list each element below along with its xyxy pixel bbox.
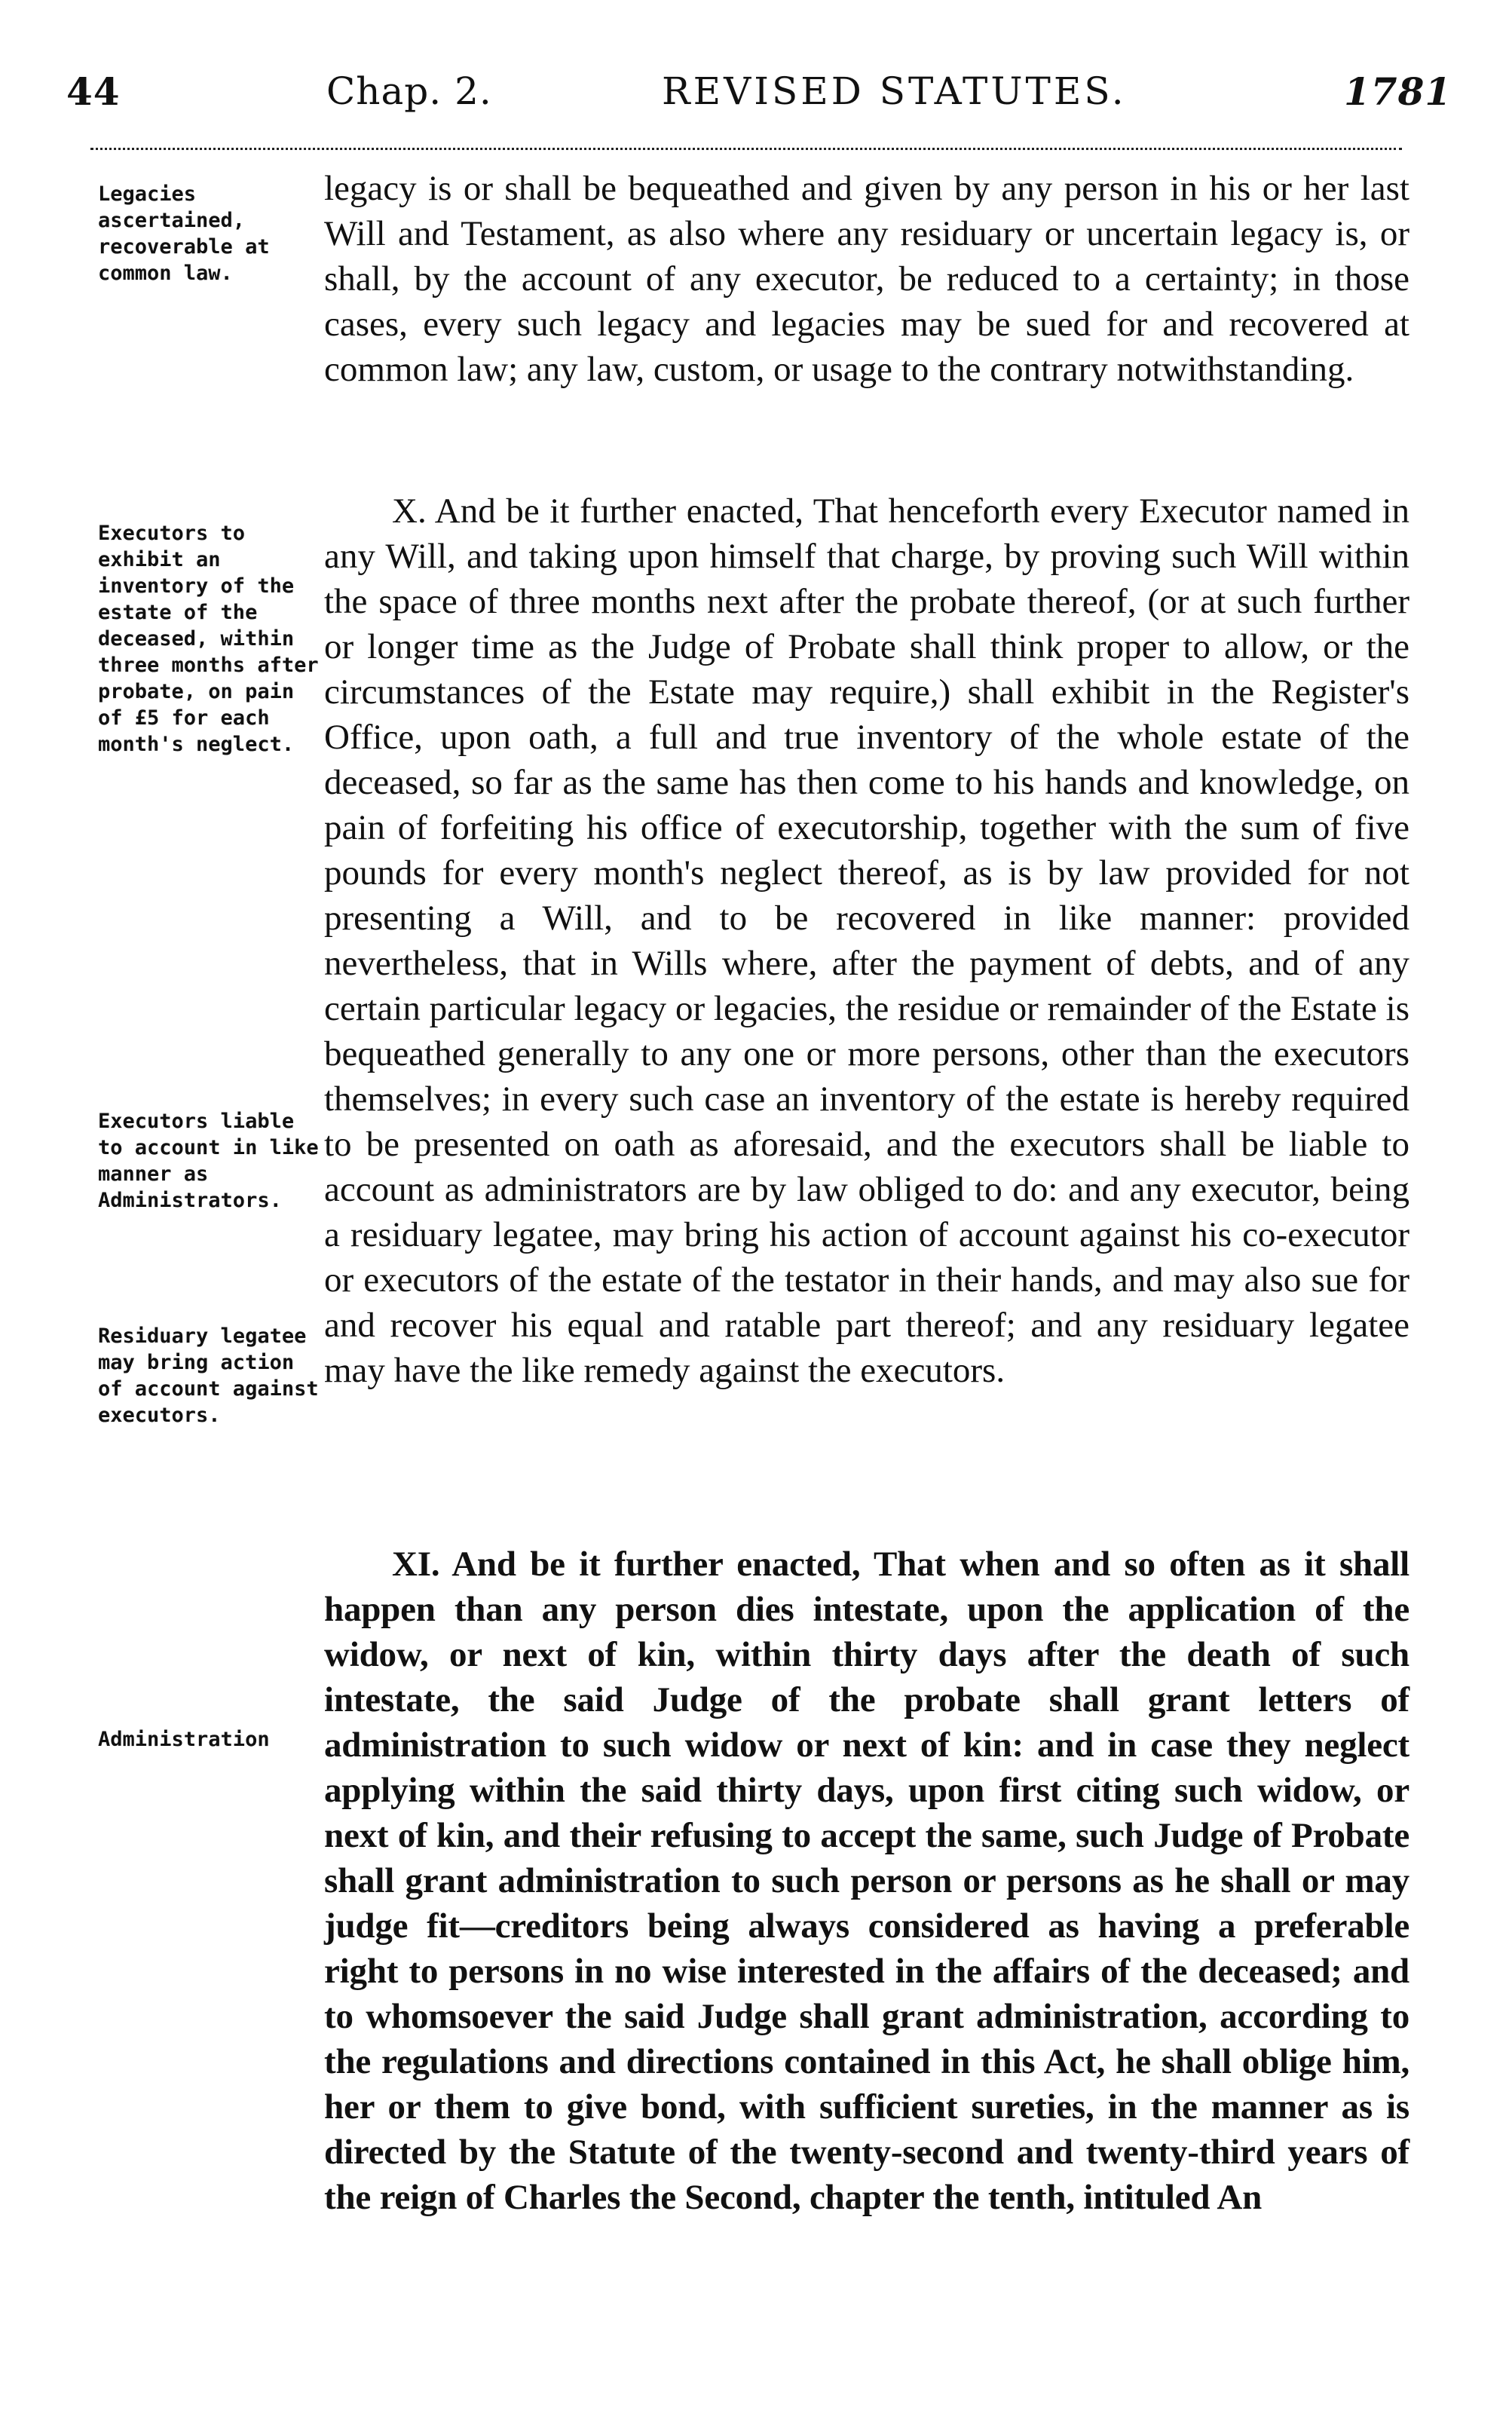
page-number: 44 bbox=[66, 69, 121, 114]
year-label: 1781 bbox=[1344, 69, 1452, 114]
margin-note-legacies: Legacies ascertained, recoverable at common law. bbox=[98, 182, 270, 285]
margin-note-residuary: Residuary legatee may bring action of account against executors. bbox=[98, 1324, 319, 1427]
paragraph-section-xi: XI. And be it further enacted, That when and so often as it shall happen than any person dies intestate, upon the application of the widow, or next of kin, within thirty days after the death of such intestate, the said Judge of the probate shall grant letters of administration to such widow or next of kin: and in case they neglect applying within the said thirty days, upon first citing such widow, or next of kin, and their refusing to accept the same, such Judge of Probate shall grant administration to such person or persons as he shall or may judge fit—creditors being always considered as having a preferable right to persons in no wise interested in the affairs of the deceased; and to whomsoever the said Judge shall grant administration, according to the regulations and directions contained in this Act, he shall oblige him, her or them to give bond, with sufficient sureties, in the manner as is directed by the Statute of the twenty-second and twenty-third years of the reign of Charles the Second, chapter the tenth, intituled An bbox=[324, 1545, 1409, 2217]
margin-note-administration: Administration bbox=[98, 1728, 270, 1751]
paragraph-legacy: legacy is or shall be bequeathed and given by any person in his or her last Will and Testament, as also where any residuary or uncertain legacy is, or shall, by the account of any executor, be reduced to a certainty; in those cases, every such legacy and legacies may be sued for and recovered at common law; any law, custom, or usage to the contrary notwithstanding. bbox=[324, 169, 1409, 389]
margin-note-executors-liable: Executors liable to account in like manner as Administrators. bbox=[98, 1110, 319, 1212]
header-rule bbox=[90, 148, 1402, 150]
paragraph-section-x: X. And be it further enacted, That henceforth every Executor named in any Will, and taking upon himself that charge, by proving such Will within the space of three months next after the probate thereof, (or at such further or longer time as the Judge of Probate shall think proper to allow, or the circumstances of the Estate may require,) shall exhibit in the Register's Office, upon oath, a full and true inventory of the whole estate of the deceased, so far as the same has then come to his hands and knowledge, on pain of forfeiting his office of executorship, together with the sum of five pounds for every month's neglect thereof, as is by law provided for not presenting a Will, and to be recovered in like manner: provided nevertheless, that in Wills where, after the payment of debts, and of any certain particular legacy or legacies, the residue or remainder of the Estate is bequeathed generally to any one or more persons, other than the executors themselves; in every such case an inventory of the estate is hereby required to be presented on oath as aforesaid, and the executors shall be liable to account as administrators are by law obliged to do: and any executor, being a residuary legatee, may bring his action of account against his co-executor or executors of the estate of the testator in their hands, and may also sue for and recover his equal and ratable part thereof; and any residuary legatee may have the like remedy against the executors. bbox=[324, 491, 1409, 1390]
chapter-label: Chap. 2. bbox=[326, 69, 492, 113]
running-header bbox=[66, 69, 1452, 137]
page-title: REVISED STATUTES. bbox=[662, 69, 1127, 113]
margin-note-executors-inventory: Executors to exhibit an inventory of the estate of the deceased, within three months after probate, on pain of £5 for each month's neglect. bbox=[98, 522, 319, 756]
